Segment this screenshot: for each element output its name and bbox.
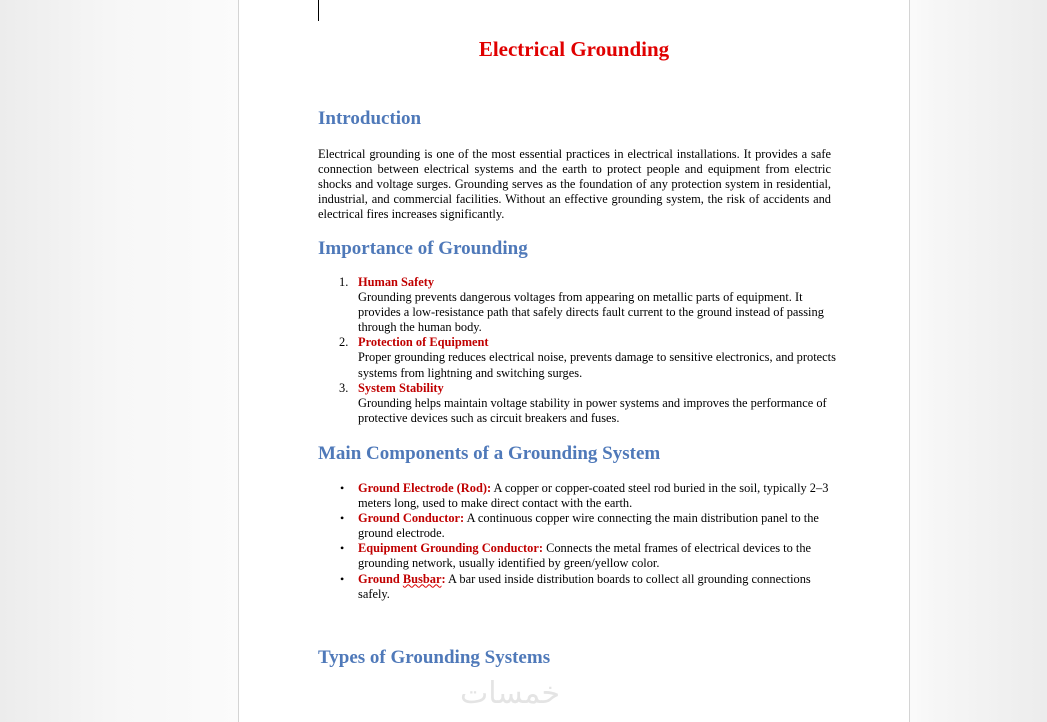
item-text: A bar used inside distribution boards to collect all grounding connections safely. xyxy=(358,571,811,601)
item-text: Proper grounding reduces electrical noise, prevents damage to sensitive electronics, and protects systems from lightning and switching surges. xyxy=(358,350,836,380)
list-item xyxy=(318,481,833,511)
item-text: Grounding prevents dangerous voltages from appearing on metallic parts of equipment. It provides a low-resistance path that safely directs fault current to the ground instead of passing through the human body. xyxy=(358,290,824,335)
item-title: Ground Conductor: xyxy=(358,511,465,526)
bullet-icon: • xyxy=(340,571,345,586)
list-item xyxy=(318,541,833,571)
components-list xyxy=(318,481,833,602)
bullet-icon: • xyxy=(340,541,345,556)
watermark-logo: خمسات xyxy=(460,676,561,711)
item-title: Protection of Equipment xyxy=(358,335,489,350)
text-cursor xyxy=(318,0,319,21)
list-item xyxy=(318,381,838,426)
item-title: Human Safety xyxy=(358,275,435,289)
list-item xyxy=(318,275,838,335)
document-page[interactable] xyxy=(238,0,910,722)
list-item xyxy=(318,335,838,380)
heading-types: Types of Grounding Systems xyxy=(318,647,551,668)
heading-introduction: Introduction xyxy=(318,108,422,129)
heading-components: Main Components of a Grounding System xyxy=(318,443,661,464)
item-title-part: : xyxy=(441,571,446,586)
list-item xyxy=(318,572,833,602)
item-text: A copper or copper-coated steel rod buried in the soil, typically 2–3 meters long, used to make direct contact with the earth. xyxy=(358,481,829,511)
bullet-icon: • xyxy=(340,481,345,495)
importance-list xyxy=(318,275,838,426)
list-number: 3. xyxy=(339,380,349,395)
item-title-part: Ground xyxy=(358,571,403,586)
item-title: Ground Electrode (Rod): xyxy=(358,481,492,495)
item-text: Grounding helps maintain voltage stability in power systems and improves the performance of protective devices such as circuit breakers and fuses. xyxy=(358,395,827,425)
item-text: A continuous copper wire connecting the main distribution panel to the ground electrode. xyxy=(358,511,819,541)
spelling-flagged-word[interactable]: Busbar xyxy=(402,571,442,586)
list-number: 1. xyxy=(339,275,349,289)
item-title: System Stability xyxy=(358,380,444,395)
item-title: Equipment Grounding Conductor: xyxy=(358,541,543,556)
list-number: 2. xyxy=(339,335,349,350)
item-title xyxy=(358,572,446,586)
heading-importance: Importance of Grounding xyxy=(318,238,528,259)
bullet-icon: • xyxy=(340,511,345,526)
document-title: Electrical Grounding xyxy=(478,37,670,61)
list-item xyxy=(318,511,833,541)
item-text: Connects the metal frames of electrical devices to the grounding network, usually identified by green/yellow color. xyxy=(358,541,812,571)
intro-paragraph: Electrical grounding is one of the most essential practices in electrical installations. It provides a safe connection between electrical systems and the earth to protect people and equipment from electric shocks and voltage surges. Grounding serves as the foundation of any protection system in residential, industrial, and commercial facilities. Without an effective grounding system, the risk of accidents and electrical fires increases significantly. xyxy=(318,147,831,222)
